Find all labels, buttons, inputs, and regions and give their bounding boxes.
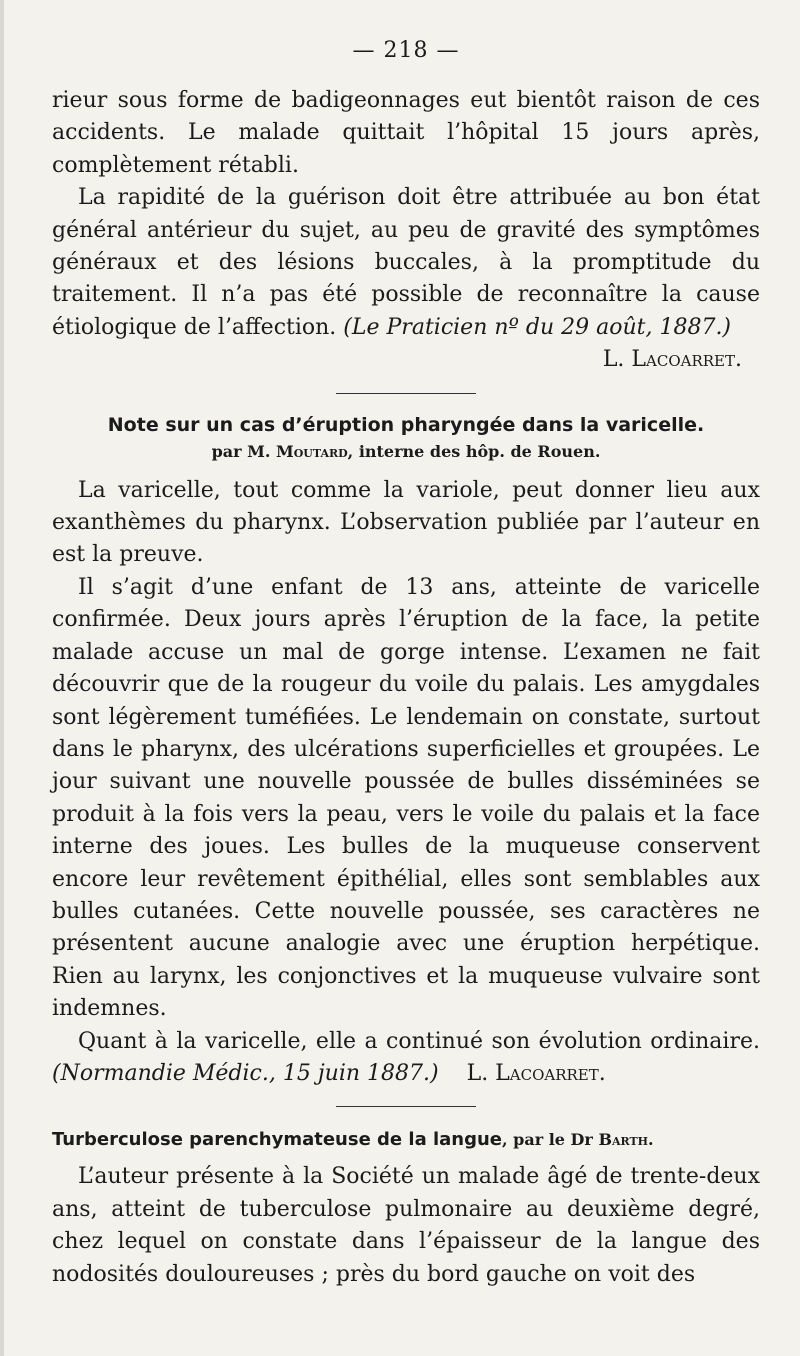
article-title: Note sur un cas d’éruption pharyngée dans la varicelle.	[107, 413, 705, 436]
citation: (Le Praticien nº du 29 août, 1887.)	[343, 314, 732, 340]
paragraph	[52, 1026, 760, 1091]
article-tuberculose	[52, 1125, 760, 1291]
byline	[52, 442, 760, 461]
paragraph	[52, 182, 760, 344]
paragraph: rieur sous forme de badigeonnages eut bientôt raison de ces accidents. Le malade quittait l’hôpital 15 jours après, complètement rétabli.	[52, 88, 760, 178]
paragraph: L’auteur présente à la Société un malade âgé de trente-deux ans, atteint de tuberculose pulmonaire au deuxième degré, chez lequel on constate dans l’épaisseur de la langue des nodosités douloureuses ; près du bord gauche on voit des	[52, 1164, 760, 1287]
citation: (Normandie Médic., 15 juin 1887.)	[52, 1060, 439, 1086]
byline-prefix: par M.	[211, 441, 276, 461]
section-divider	[336, 393, 476, 394]
article-heading	[52, 1125, 760, 1155]
article-varicelle	[52, 412, 760, 1091]
paragraph: La varicelle, tout comme la variole, peut donner lieu aux exanthèmes du pharynx. L’observation publiée par l’auteur en est la preuve.	[52, 477, 760, 568]
signature: L. Lacoarret.	[602, 347, 742, 373]
byline-suffix: , interne des hôp. de Rouen.	[347, 441, 601, 461]
paragraph: Il s’agit d’une enfant de 13 ans, atteinte de varicelle confirmée. Deux jours après l’éruption de la face, la petite malade accuse un mal de gorge intense. L’examen ne fait découvrir que de la rougeur du voile du palais. Les amygdales sont légèrement tuméfiées. Le lendemain on constate, surtout dans le pharynx, des ulcérations superficielles et groupées. Le jour suivant une nouvelle poussée de bulles disséminées se produit à la fois vers la peau, vers le voile du palais et la face interne des joues. Les bulles de la muqueuse conservent encore leur revêtement épithélial, elles sont semblables aux bulles cutanées. Cette nouvelle poussée, ses caractères ne présentent aucune analogie avec une éruption herpétique. Rien au larynx, les conjonctives et la muqueuse vulvaire sont indemnes.	[52, 574, 760, 1022]
article-title: Turberculose parenchymateuse de la langue	[52, 1129, 503, 1151]
paragraph-text: La rapidité de la guérison doit être attribuée au bon état général antérieur du sujet, au peu de gravité des symptômes généraux et des lésions buccales, à la promptitude du traitement. Il n’a pas été possible de reconnaître la cause étiologique de l’affection.	[52, 185, 760, 340]
signature: L. Lacoarret.	[466, 1060, 606, 1086]
paragraph-text: Quant à la varicelle, elle a continué son évolution ordinaire.	[78, 1028, 760, 1054]
byline-author: Moutard	[275, 441, 348, 461]
byline-author: Barth.	[598, 1130, 654, 1150]
section-divider	[336, 1106, 476, 1107]
byline-prefix: , par le Dr	[502, 1130, 599, 1150]
article-continuation	[52, 85, 760, 377]
page-number: — 218 —	[352, 38, 460, 63]
